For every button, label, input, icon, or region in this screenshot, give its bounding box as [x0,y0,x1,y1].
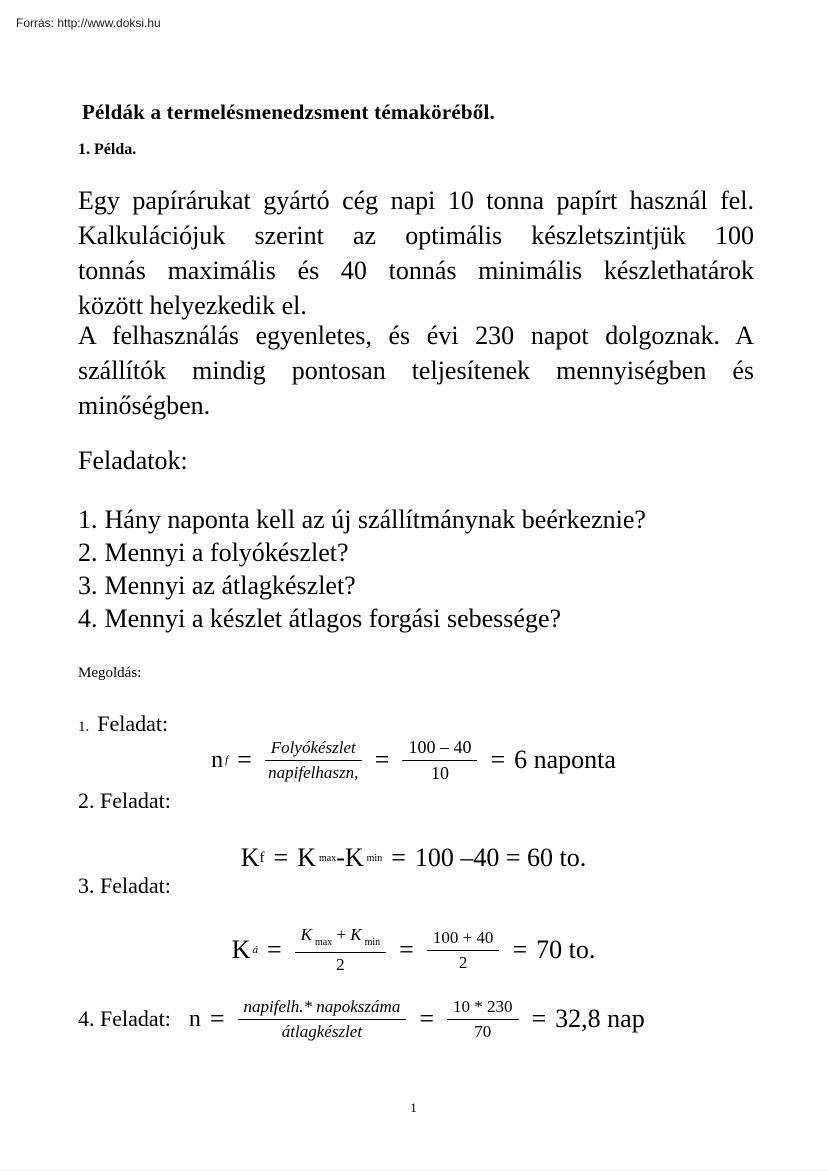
solution-heading: Megoldás: [78,665,142,681]
fraction-numerator [295,926,387,953]
solution-4-row [78,998,778,1041]
formula-3 [0,922,827,978]
fraction-symbolic [238,998,407,1041]
task-item-2 [78,536,646,569]
equals-sign: = [531,1004,547,1034]
fraction-numeric [402,738,477,783]
formula-variable: n [211,746,224,773]
formula-variable: K [231,935,251,964]
plus-sign: + [336,925,347,945]
solution-label-text: Feladat: [97,711,169,736]
solution-number: 3. [78,873,95,898]
formula-variable: K [297,843,316,872]
task-list [78,503,646,635]
formula-variable: K [240,843,260,872]
formula-variable: K [300,925,312,945]
paragraph-line: Egy papírárukat gyártó cég napi 10 tonna papírt használ fel. [78,186,754,215]
solution-label-text: Feladat: [100,788,171,813]
fraction-symbolic [265,739,362,782]
fraction-symbolic [295,926,387,973]
problem-paragraph-2 [78,318,754,423]
formula-subscript: max [318,852,337,864]
task-number: 4. [78,604,98,633]
formula-variable: K [350,925,362,945]
solution-label-text: Feladat: [100,1006,171,1032]
solution-number: 2. [78,788,95,813]
formula-result: 6 naponta [514,745,616,774]
formula-subscript: f [259,849,265,866]
page-number: 1 [410,1100,417,1115]
equals-sign: = [374,745,390,774]
fraction-denominator: átlagkészlet [281,1021,363,1041]
equals-sign: = [273,843,289,872]
fraction-numerator: napifelh.* napokszáma [238,998,407,1020]
equals-sign: = [399,935,414,964]
task-text: Mennyi az átlagkészlet? [104,571,356,600]
task-number: 3. [78,571,98,600]
fraction-numerator: 100 – 40 [402,738,477,761]
problem-paragraph-1 [78,183,754,323]
document-title: Példák a termelésmenedzsment témaköréből. [82,100,495,124]
task-item-4 [78,602,646,635]
task-text: Hány naponta kell az új szállítmánynak beérkeznie? [104,505,646,534]
task-number: 2. [78,538,98,567]
task-item-1 [78,503,646,536]
paragraph-line: tonnás maximális és 40 tonnás minimális készlethatárok [78,256,754,285]
formula-result: 70 to. [536,935,596,964]
formula-variable: K [344,843,364,872]
solution-4-label [78,1006,171,1032]
equals-sign: = [266,935,282,964]
solution-3-label [78,873,171,899]
fraction-numeric [427,929,500,972]
formula-subscript: min [364,937,381,949]
task-text: Mennyi a folyókészlet? [104,538,349,567]
solution-2-label [78,788,171,814]
solution-number: 1. [78,719,90,735]
fraction-denominator: 10 [430,762,449,783]
formula-subscript: max [314,937,333,949]
equals-sign: = [391,843,406,872]
paragraph-line: szállítók mindig pontosan teljesítenek mennyiségben és [78,356,754,385]
formula-result: 32,8 nap [555,1004,645,1034]
paragraph-line: között helyezkedik el. [78,291,307,320]
equals-sign: = [512,935,528,964]
formula-subscript: min [366,852,383,864]
formula-subscript: f [225,754,229,766]
paragraph-line: A felhasználás egyenletes, és évi 230 napot dolgoznak. A [78,321,754,350]
equals-sign: = [490,745,506,774]
task-text: Mennyi a készlet átlagos forgási sebessége? [104,604,562,633]
solution-label-text: Feladat: [100,873,171,898]
task-item-3 [78,569,646,602]
fraction-denominator: napifelhaszn, [268,762,359,782]
formula-2 [0,840,827,876]
fraction-denominator: 2 [458,952,468,972]
equals-sign: = [419,1004,434,1034]
formula-result: 100 –40 = 60 to. [414,843,587,872]
example-heading: 1. Példa. [78,141,137,158]
formula-variable: n [188,1005,201,1032]
fraction-numerator: 10 * 230 [447,998,519,1020]
tasks-heading: Feladatok: [78,446,188,475]
fraction-numerator: Folyókészlet [265,739,362,761]
paragraph-line: minőségben. [78,391,211,420]
fraction-numeric [447,998,519,1041]
task-number: 1. [78,505,98,534]
source-url-header: Forrás: http://www.doksi.hu [16,16,161,30]
minus-sign: - [336,843,345,872]
formula-1 [0,733,827,787]
paragraph-line: Kalkulációjuk szerint az optimális készletszintjük 100 [78,221,754,250]
equals-sign: = [237,745,252,774]
fraction-denominator: 2 [336,954,345,974]
solution-number: 4. [78,1006,95,1032]
formula-subscript: á [252,944,258,956]
fraction-denominator: 70 [474,1021,492,1041]
fraction-numerator: 100 + 40 [427,929,500,951]
equals-sign: = [209,1004,225,1034]
